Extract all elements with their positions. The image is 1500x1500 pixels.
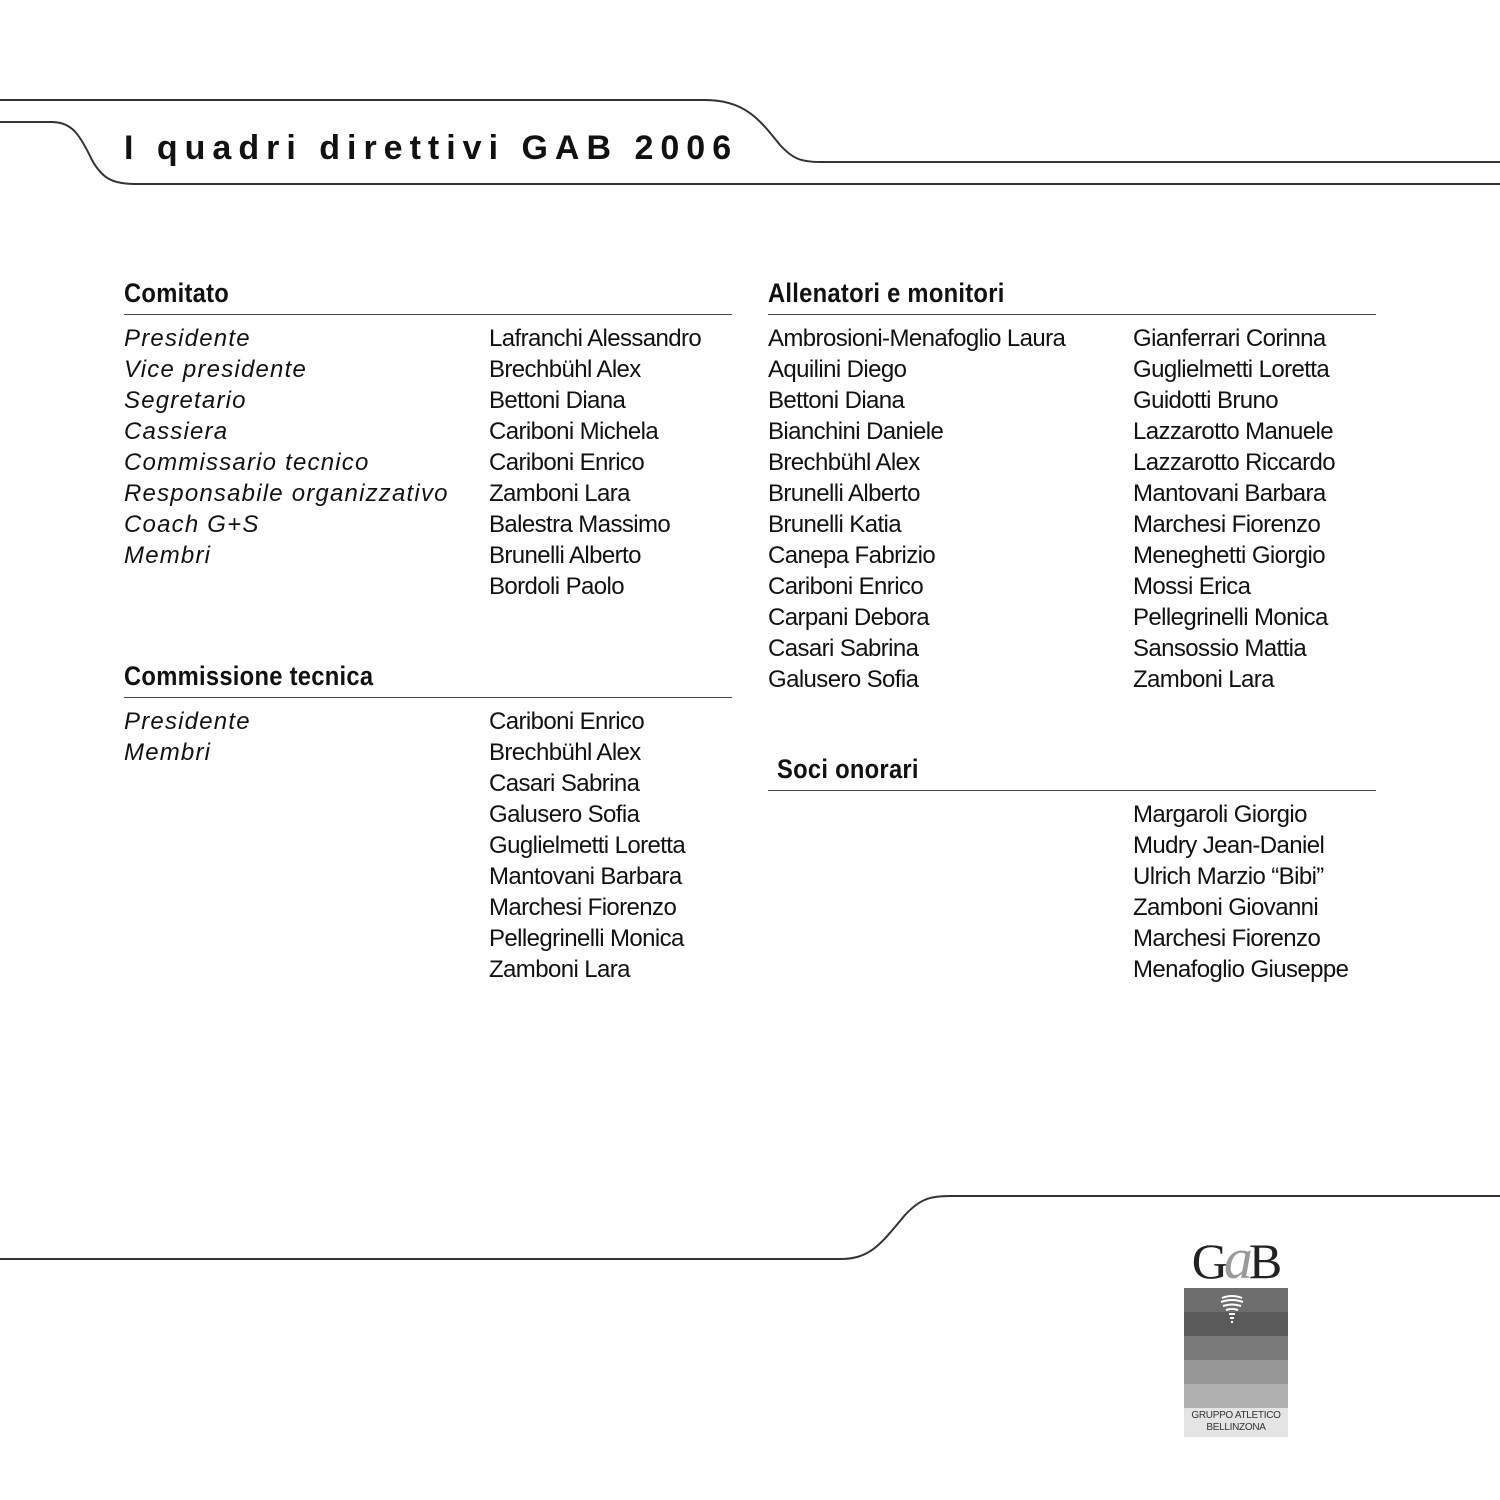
member-name: Bettoni Diana (489, 387, 626, 414)
coach-name: Zamboni Lara (1133, 666, 1274, 693)
role-label: Membri (124, 739, 212, 766)
section-heading-commissione-tecnica: Commissione tecnica (124, 661, 374, 691)
member-name: Guglielmetti Loretta (489, 832, 686, 859)
coach-name: Brunelli Katia (768, 511, 902, 538)
gab-logo (1180, 1226, 1290, 1437)
logo-band (1184, 1360, 1288, 1384)
logo-letter-g: G (1191, 1233, 1224, 1289)
member-name: Galusero Sofia (489, 801, 640, 828)
member-name: Marchesi Fiorenzo (489, 894, 677, 921)
commissione-roles (124, 706, 251, 768)
role-label: Responsabile organizzativo (124, 480, 449, 507)
member-name: Balestra Massimo (489, 511, 671, 538)
comitato-names (489, 323, 701, 602)
coach-name: Marchesi Fiorenzo (1133, 511, 1321, 538)
honorary-member-name: Marchesi Fiorenzo (1133, 925, 1321, 952)
section-commissione-tecnica (124, 659, 732, 698)
honorary-member-name: Menafoglio Giuseppe (1133, 956, 1349, 983)
section-heading-allenatori: Allenatori e monitori (768, 278, 1005, 308)
coach-name: Carpani Debora (768, 604, 930, 631)
member-name: Zamboni Lara (489, 480, 630, 507)
logo-band (1184, 1384, 1288, 1408)
coach-name: Bettoni Diana (768, 387, 905, 414)
divider (768, 790, 1376, 791)
section-heading-soci-onorari: Soci onorari (777, 754, 919, 784)
role-label: Coach G+S (124, 511, 260, 538)
role-label: Vice presidente (124, 356, 307, 383)
coach-name: Lazzarotto Manuele (1133, 418, 1333, 445)
logo-caption-line-2: BELLINZONA (1206, 1422, 1266, 1433)
allenatori-column-1 (768, 323, 1065, 695)
coach-name: Gianferrari Corinna (1133, 325, 1326, 352)
coach-name: Ambrosioni-Menafoglio Laura (768, 325, 1066, 352)
logo-caption-line-1: GRUPPO ATLETICO (1191, 1410, 1281, 1421)
logo-wordmark (1180, 1226, 1290, 1291)
role-label: Presidente (124, 708, 251, 735)
coach-name: Cariboni Enrico (768, 573, 924, 600)
coach-name: Casari Sabrina (768, 635, 919, 662)
role-label: Cassiera (124, 418, 229, 445)
coach-name: Sansossio Mattia (1133, 635, 1307, 662)
coach-name: Guglielmetti Loretta (1133, 356, 1330, 383)
coach-name: Mantovani Barbara (1133, 480, 1326, 507)
coach-name: Canepa Fabrizio (768, 542, 936, 569)
member-name: Bordoli Paolo (489, 573, 624, 600)
honorary-member-name: Ulrich Marzio “Bibi” (1133, 863, 1324, 890)
member-name: Mantovani Barbara (489, 863, 682, 890)
member-name: Cariboni Enrico (489, 708, 645, 735)
role-label: Membri (124, 542, 212, 569)
member-name: Zamboni Lara (489, 956, 630, 983)
divider (768, 314, 1376, 315)
coach-name: Aquilini Diego (768, 356, 907, 383)
honorary-member-name: Zamboni Giovanni (1133, 894, 1319, 921)
logo-letter-b: B (1248, 1233, 1279, 1289)
coach-name: Pellegrinelli Monica (1133, 604, 1328, 631)
allenatori-column-2 (1133, 323, 1335, 695)
divider (124, 314, 732, 315)
page-title: I quadri direttivi GAB 2006 (124, 129, 739, 167)
divider (124, 697, 732, 698)
section-heading-comitato: Comitato (124, 278, 230, 308)
section-comitato (124, 276, 732, 315)
section-soci-onorari (768, 752, 1376, 791)
logo-letter-a: a (1223, 1226, 1249, 1291)
coach-name: Lazzarotto Riccardo (1133, 449, 1336, 476)
coach-name: Brechbühl Alex (768, 449, 920, 476)
soci-onorari-names (1133, 799, 1348, 985)
coach-name: Brunelli Alberto (768, 480, 920, 507)
comitato-roles (124, 323, 449, 571)
coach-name: Guidotti Bruno (1133, 387, 1279, 414)
coach-name: Mossi Erica (1133, 573, 1251, 600)
role-label: Presidente (124, 325, 251, 352)
member-name: Brechbühl Alex (489, 739, 641, 766)
member-name: Brechbühl Alex (489, 356, 641, 383)
member-name: Lafranchi Alessandro (489, 325, 702, 352)
coach-name: Galusero Sofia (768, 666, 919, 693)
logo-caption (1184, 1408, 1288, 1437)
member-name: Pellegrinelli Monica (489, 925, 684, 952)
member-name: Cariboni Michela (489, 418, 659, 445)
statue-bust-icon (1214, 1292, 1250, 1328)
commissione-names (489, 706, 685, 985)
role-label: Segretario (124, 387, 247, 414)
section-allenatori (768, 276, 1376, 315)
role-label: Commissario tecnico (124, 449, 370, 476)
honorary-member-name: Margaroli Giorgio (1133, 801, 1307, 828)
logo-band (1184, 1336, 1288, 1360)
member-name: Cariboni Enrico (489, 449, 645, 476)
member-name: Brunelli Alberto (489, 542, 641, 569)
coach-name: Meneghetti Giorgio (1133, 542, 1325, 569)
honorary-member-name: Mudry Jean-Daniel (1133, 832, 1325, 859)
coach-name: Bianchini Daniele (768, 418, 944, 445)
member-name: Casari Sabrina (489, 770, 640, 797)
